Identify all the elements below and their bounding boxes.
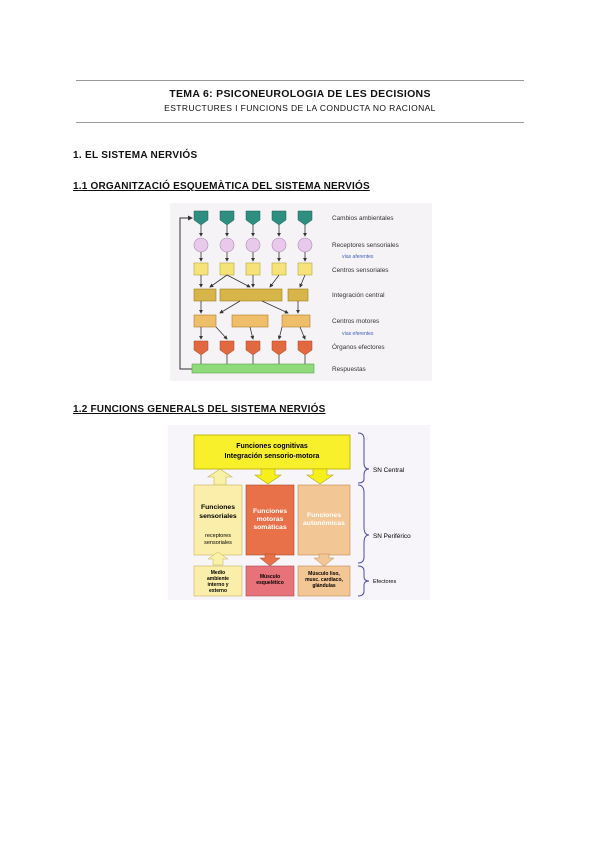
label-respuestas: Respuestas [332, 366, 366, 373]
label-integracion: Integración central [332, 292, 385, 299]
label-sn-central: SN Central [373, 467, 405, 474]
bottom3-line3: glándulas [312, 583, 336, 589]
cognitive-line2: Integración sensorio-motora [224, 453, 320, 460]
label-receptores: Receptores sensoriales [332, 242, 399, 249]
col2-line3: somáticas [253, 524, 287, 531]
label-vias-eferentes: vías eferentes [342, 331, 374, 337]
col1-sub1: receptores [205, 533, 231, 539]
nervous-system-schematic-figure [170, 203, 432, 381]
cognitive-line1: Funciones cognitivas [236, 443, 308, 450]
bottom1-line2: ambiente [207, 576, 229, 582]
bottom1-line4: externo [208, 588, 228, 594]
top-rule [76, 80, 524, 81]
page-subtitle: ESTRUCTURES I FUNCIONS DE LA CONDUCTA NO RACIONAL [164, 103, 436, 113]
label-organos: Órganos efectores [332, 344, 385, 351]
label-vias-aferentes: vías aferentes [342, 254, 374, 260]
label-centros-motores: Centros motores [332, 318, 380, 325]
section-heading-1-2: 1.2 FUNCIONS GENERALS DEL SISTEMA NERVIÓS [73, 404, 326, 415]
col3-line2: autonómicas [303, 520, 345, 527]
label-efectores: Efectores [373, 579, 397, 585]
cognitive-functions-box [194, 435, 350, 469]
label-centros-sensoriales: Centros sensoriales [332, 267, 389, 274]
page-title: TEMA 6: PSICONEUROLOGIA DE LES DECISIONS [169, 88, 431, 100]
motor-center-boxes [194, 315, 310, 327]
bottom3-line2: musc. cardíaco, [305, 577, 343, 583]
label-sn-periferico: SN Periférico [373, 533, 411, 540]
col1-line2: sensoriales [199, 513, 237, 520]
col2-line1: Funciones [253, 508, 287, 515]
col2-line2: motoras [256, 516, 284, 523]
integration-boxes [194, 289, 308, 301]
nervous-system-functions-figure [168, 425, 430, 600]
bottom3-line1: Músculo liso, [308, 571, 340, 577]
label-cambios: Cambios ambientales [332, 215, 394, 222]
col3-line1: Funciones [307, 512, 341, 519]
section-heading-1-1: 1.1 ORGANITZACIÓ ESQUEMÀTICA DEL SISTEMA NERVIÓS [73, 181, 370, 192]
section-heading-1: 1. EL SISTEMA NERVIÓS [73, 150, 198, 161]
header-bottom-rule [76, 122, 524, 123]
bottom1-line1: Medio [210, 570, 226, 576]
col1-sub2: sensoriales [204, 540, 232, 546]
bottom2-line2: esquelético [256, 580, 284, 586]
response-bar [192, 364, 314, 373]
bottom2-line1: Músculo [259, 574, 281, 580]
bottom1-line3: interno y [207, 582, 229, 588]
col1-line1: Funciones [201, 504, 235, 511]
